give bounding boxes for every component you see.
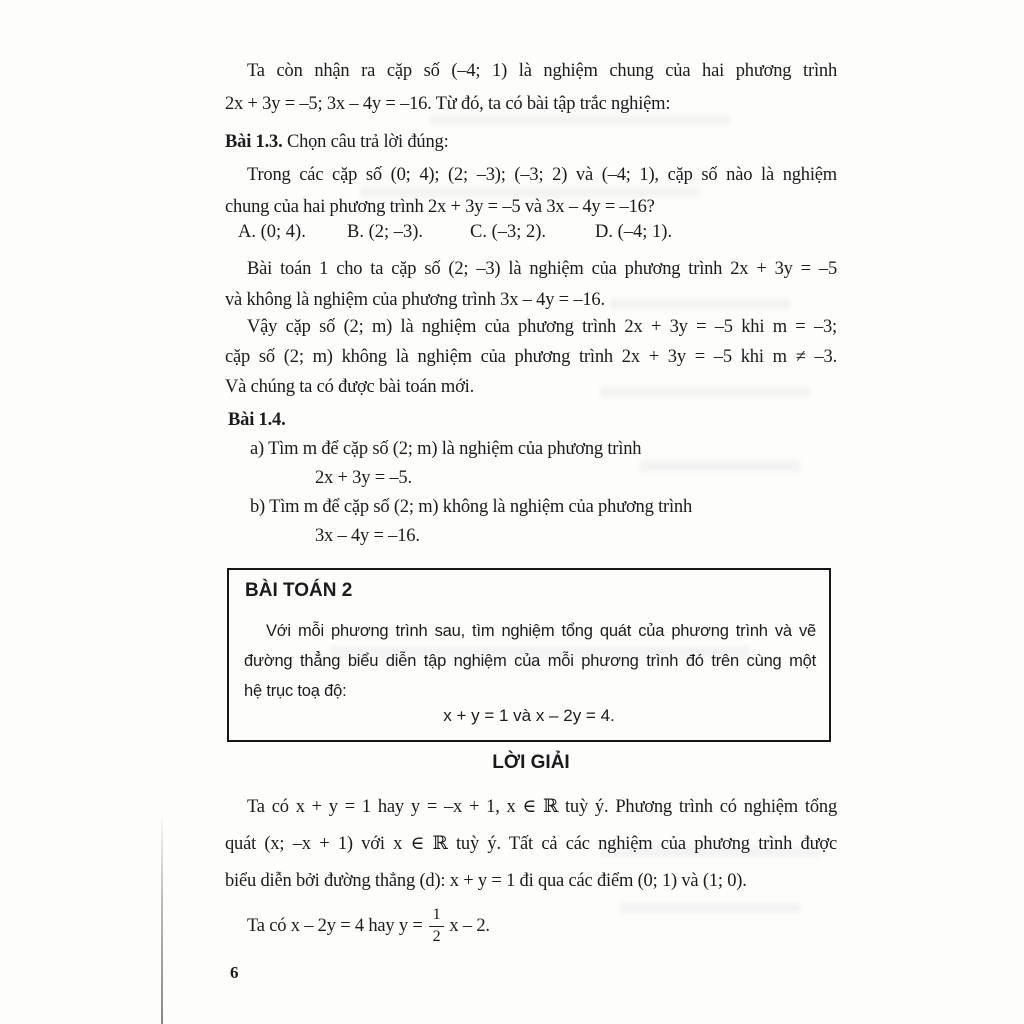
page-number: 6 (230, 963, 239, 982)
page-edge-scan-line (161, 812, 163, 1024)
solution-heading: LỜI GIẢI (492, 752, 570, 773)
exercise-1-4-equation-a: 2x + 3y = –5. (315, 468, 412, 488)
solution-line: biểu diễn bởi đường thẳng (d): x + y = 1 đi qua các điểm (0; 1) và (1; 0). (225, 871, 747, 891)
exercise-1-4-equation-b: 3x – 4y = –16. (315, 526, 420, 546)
analysis-line: và không là nghiệm của phương trình 3x – 4y = –16. (225, 290, 605, 310)
fraction-one-half: $\frac{1}{2}$ (429, 906, 445, 946)
exercise-1-4-item-b: b) Tìm m để cặp số (2; m) không là nghiệm của phương trình (250, 497, 693, 517)
exercise-1-3-heading (225, 126, 837, 159)
intro-paragraph (225, 55, 837, 121)
analysis-line: cặp số (2; m) không là nghiệm của phương trình 2x + 3y = –5 khi m ≠ –3. (225, 347, 837, 367)
exercise-1-3-label: Bài 1.3. (225, 132, 283, 152)
option-c: C. (–3; 2). (470, 222, 547, 242)
exercise-1-3-prompt: Chọn câu trả lời đúng: (282, 132, 449, 152)
problem-2-title: BÀI TOÁN 2 (245, 580, 353, 601)
solution-paragraph (225, 789, 837, 900)
analysis-line: Bài toán 1 cho ta cặp số (2; –3) là nghiệm của phương trình 2x + 3y = –5 (247, 259, 837, 279)
exercise-1-4-label: Bài 1.4. (228, 410, 286, 430)
analysis-paragraph-2 (225, 312, 837, 402)
intro-line: Ta còn nhận ra cặp số (–4; 1) là nghiệm chung của hai phương trình (247, 61, 837, 81)
option-b: B. (2; –3). (347, 222, 424, 242)
problem-2-line: hệ trục toạ độ: (244, 682, 347, 700)
intro-line: 2x + 3y = –5; 3x – 4y = –16. Từ đó, ta có bài tập trắc nghiệm: (225, 94, 671, 114)
option-d: D. (–4; 1). (595, 222, 673, 242)
problem-2-equation: x + y = 1 và x – 2y = 4. (443, 706, 615, 725)
analysis-line: Và chúng ta có được bài toán mới. (225, 377, 475, 397)
question-line: chung của hai phương trình 2x + 3y = –5 và 3x – 4y = –16? (225, 197, 655, 217)
final-line-suffix: x – 2. (449, 915, 490, 936)
exercise-1-4-item-a: a) Tìm m để cặp số (2; m) là nghiệm của phương trình (250, 439, 642, 459)
question-line: Trong các cặp số (0; 4); (2; –3); (–3; 2) và (–4; 1), cặp số nào là nghiệm (247, 165, 837, 185)
analysis-paragraph-1 (225, 254, 837, 316)
solution-line: quát (x; –x + 1) với x ∈ ℝ tuỳ ý. Tất cả các nghiệm của phương trình được (225, 834, 837, 854)
solution-final-line (247, 897, 490, 955)
option-a: A. (0; 4). (238, 222, 306, 242)
solution-line: Ta có x + y = 1 hay y = –x + 1, x ∈ ℝ tuỳ ý. Phương trình có nghiệm tổng (247, 797, 837, 817)
question-paragraph (225, 159, 837, 223)
problem-2-box (227, 568, 831, 742)
problem-2-statement (244, 616, 816, 706)
bleed-through-artifact (620, 902, 800, 914)
analysis-line: Vậy cặp số (2; m) là nghiệm của phương trình 2x + 3y = –5 khi m = –3; (247, 317, 837, 337)
problem-2-line: Với mỗi phương trình sau, tìm nghiệm tổng quát của phương trình và vẽ (266, 622, 816, 640)
problem-2-line: đường thẳng biểu diễn tập nghiệm của mỗi phương trình đó trên cùng một (244, 652, 816, 670)
final-line-prefix: Ta có x – 2y = 4 hay y = (247, 915, 423, 936)
